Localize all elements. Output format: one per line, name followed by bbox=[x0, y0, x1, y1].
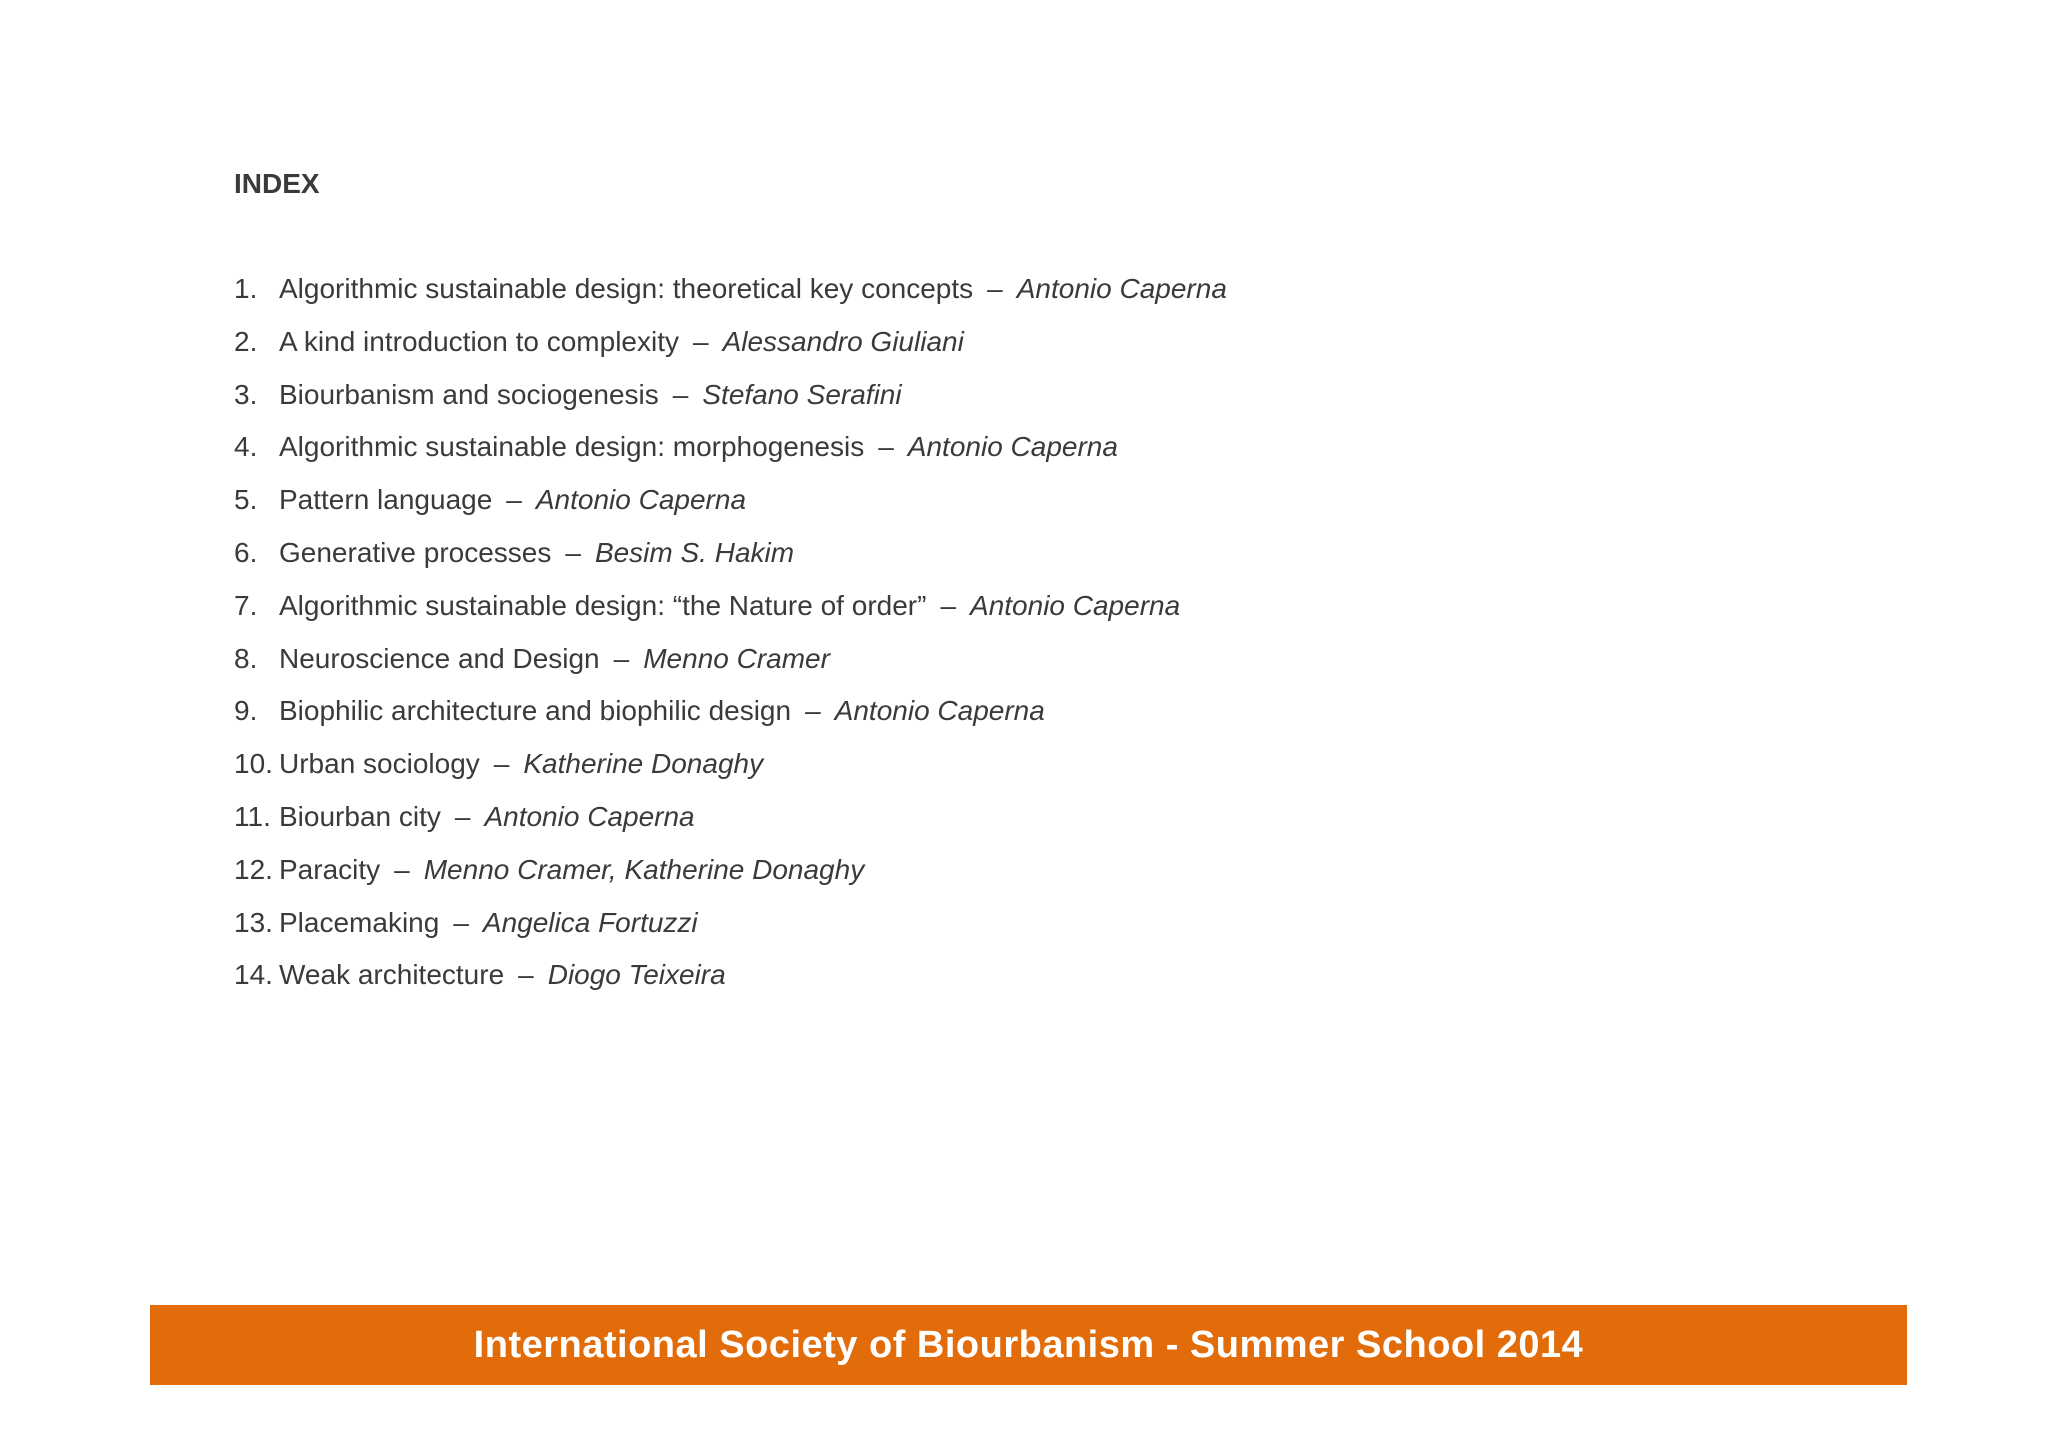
list-item bbox=[234, 743, 1227, 796]
item-dash: – bbox=[613, 642, 630, 674]
item-dash: – bbox=[518, 959, 534, 991]
item-title: Urban sociology bbox=[279, 748, 480, 780]
item-dash: – bbox=[454, 800, 471, 832]
item-number: 8. bbox=[234, 642, 258, 674]
item-dash: – bbox=[493, 748, 510, 780]
item-title: Generative processes bbox=[279, 536, 552, 568]
item-dash: – bbox=[453, 906, 469, 938]
item-title: Pattern language bbox=[279, 484, 493, 516]
item-dash: – bbox=[878, 431, 894, 463]
item-dash: – bbox=[987, 273, 1003, 304]
item-number: 9. bbox=[234, 695, 258, 727]
list-item bbox=[234, 849, 1227, 902]
item-author: Besim S. Hakim bbox=[594, 536, 795, 568]
footer-banner bbox=[150, 1305, 1907, 1385]
footer-text: International Society of Biourbanism - Summer School 2014 bbox=[473, 1323, 1584, 1366]
item-author: Angelica Fortuzzi bbox=[482, 906, 698, 938]
item-dash: – bbox=[672, 378, 689, 410]
item-number: 12. bbox=[234, 853, 273, 885]
item-number: 6. bbox=[234, 536, 258, 568]
item-number: 4. bbox=[234, 431, 258, 463]
item-author: Antonio Caperna bbox=[535, 484, 747, 516]
item-dash: – bbox=[805, 695, 821, 727]
item-author: Stefano Serafini bbox=[702, 378, 902, 410]
item-dash: – bbox=[394, 853, 410, 885]
item-author: Antonio Caperna bbox=[834, 695, 1045, 727]
item-number: 10. bbox=[234, 748, 273, 780]
item-author: Alessandro Giuliani bbox=[722, 325, 964, 357]
item-title: Biophilic architecture and biophilic design bbox=[279, 695, 792, 727]
item-author: Menno Cramer bbox=[643, 642, 830, 674]
item-title: Biourban city bbox=[279, 800, 441, 832]
item-author: Antonio Caperna bbox=[484, 800, 695, 832]
list-item bbox=[234, 638, 1227, 691]
item-number: 13. bbox=[234, 906, 273, 938]
list-item bbox=[234, 690, 1227, 743]
item-number: 7. bbox=[234, 589, 258, 621]
item-title: Algorithmic sustainable design: “the Nature of order” bbox=[279, 589, 927, 621]
item-number: 2. bbox=[234, 325, 258, 357]
item-number: 1. bbox=[234, 273, 258, 304]
list-item bbox=[234, 902, 1227, 955]
item-author: Antonio Caperna bbox=[907, 431, 1118, 463]
list-item bbox=[234, 426, 1227, 479]
item-number: 11. bbox=[234, 800, 271, 832]
item-dash: – bbox=[940, 589, 957, 621]
list-item bbox=[234, 479, 1227, 532]
item-author: Antonio Caperna bbox=[970, 589, 1181, 621]
item-title: Algorithmic sustainable design: theoretical key concepts bbox=[279, 273, 974, 304]
item-title: Placemaking bbox=[279, 906, 440, 938]
item-number: 3. bbox=[234, 378, 258, 410]
item-author: Menno Cramer, Katherine Donaghy bbox=[423, 853, 865, 885]
item-number: 5. bbox=[234, 484, 258, 516]
item-title: Algorithmic sustainable design: morphogenesis bbox=[279, 431, 865, 463]
list-item bbox=[234, 321, 1227, 374]
item-title: Biourbanism and sociogenesis bbox=[279, 378, 659, 410]
page-title: INDEX bbox=[234, 168, 320, 199]
list-item bbox=[234, 954, 1227, 1007]
list-item bbox=[234, 532, 1227, 585]
list-item bbox=[234, 585, 1227, 638]
item-dash: – bbox=[506, 484, 522, 516]
table-of-contents bbox=[234, 268, 1227, 1007]
list-item bbox=[234, 374, 1227, 427]
item-number: 14. bbox=[234, 959, 273, 991]
item-title: Weak architecture bbox=[279, 959, 505, 991]
item-author: Katherine Donaghy bbox=[523, 748, 764, 780]
item-dash: – bbox=[565, 536, 581, 568]
item-author: Diogo Teixeira bbox=[547, 959, 726, 991]
list-item bbox=[234, 268, 1227, 321]
item-dash: – bbox=[692, 325, 709, 357]
item-title: A kind introduction to complexity bbox=[279, 325, 679, 357]
item-title: Paracity bbox=[279, 853, 381, 885]
item-author: Antonio Caperna bbox=[1016, 273, 1227, 304]
list-item bbox=[234, 796, 1227, 849]
item-title: Neuroscience and Design bbox=[279, 642, 600, 674]
